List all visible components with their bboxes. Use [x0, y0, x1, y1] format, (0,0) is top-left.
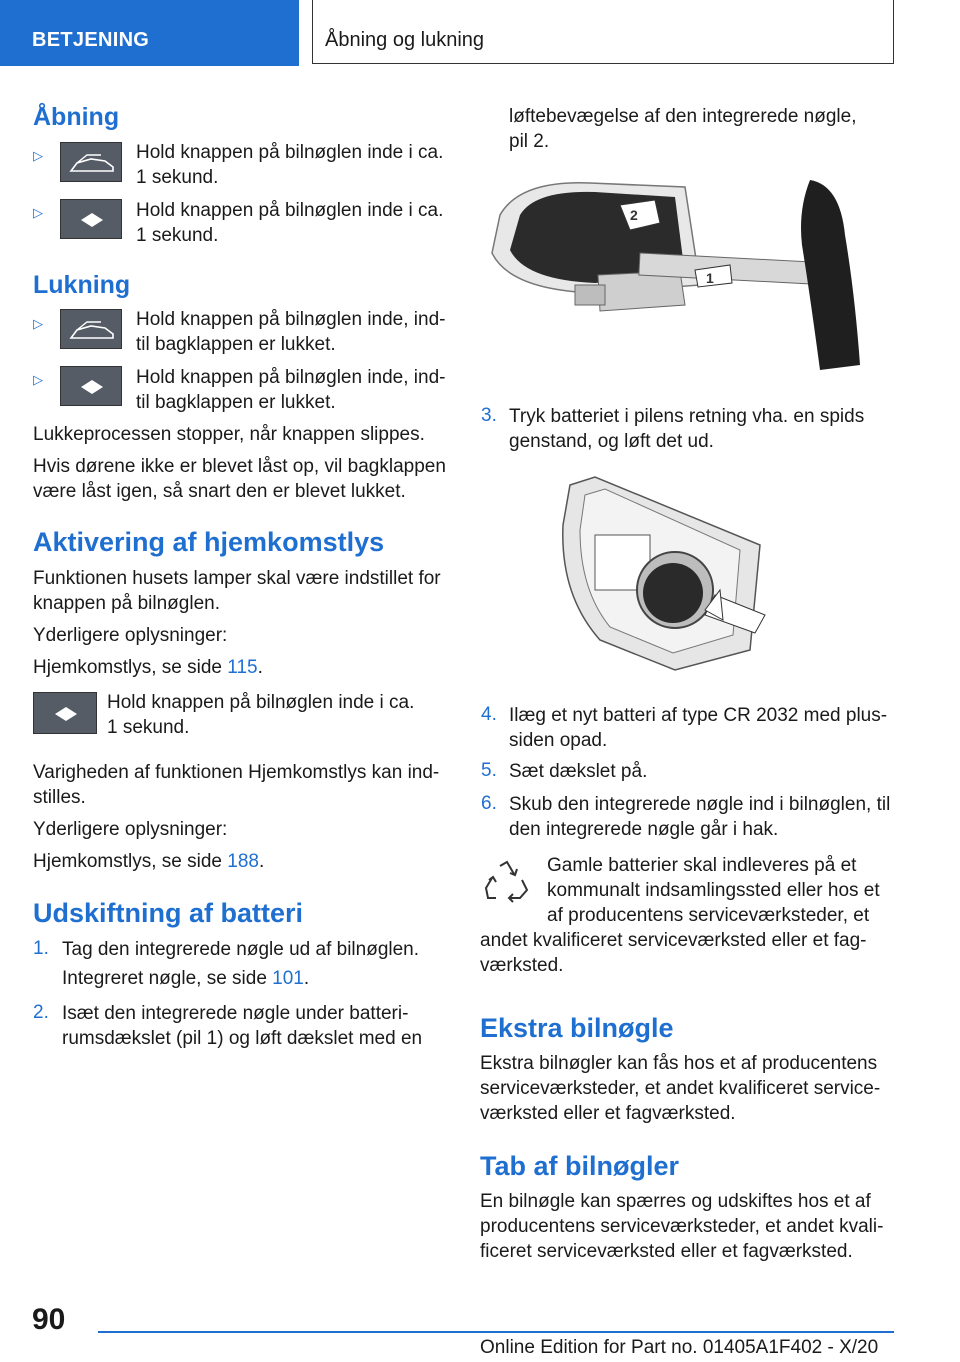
heading-close: Lukning	[33, 271, 131, 299]
extra-line2: serviceværksteder, et andet kvalificeret service-	[480, 1078, 881, 1099]
svg-text:1: 1	[706, 270, 714, 286]
paragraph-release: Lukkeprocessen stopper, når knappen slippes.	[33, 424, 425, 445]
open-item-2-line2: 1 sekund.	[136, 225, 219, 246]
page-number: 90	[32, 1303, 66, 1336]
home-ref-2: Hjemkomstlys, se side 188.	[33, 851, 265, 872]
lost-line1: En bilnøgle kan spærres og udskiftes hos et af	[480, 1191, 871, 1212]
heading-open: Åbning	[33, 103, 120, 131]
step-2-line2: rumsdækslet (pil 1) og løft dækslet med en	[62, 1028, 423, 1049]
step-1-ref-text: Integreret nøgle, se side	[62, 968, 273, 989]
header-section-tab	[0, 0, 299, 66]
step-3-line2: genstand, og løft det ud.	[509, 431, 714, 452]
header-title: Åbning og lukning	[325, 29, 485, 51]
recycle-icon	[482, 858, 532, 908]
heading-battery: Udskiftning af batteri	[33, 898, 304, 928]
step-3-number: 3.	[481, 405, 497, 426]
key-fob-illustration	[480, 175, 880, 375]
bullet-icon: ▷	[33, 205, 43, 220]
battery-compartment-illustration	[555, 475, 785, 675]
step-2-cont-a: løftebevægelse af den integrerede nøgle,	[509, 106, 857, 127]
home-p2-a: Varigheden af funktionen Hjemkomstlys kan ind-	[33, 762, 440, 783]
step-4-line2: siden opad.	[509, 730, 608, 751]
lock-button-icon	[60, 199, 122, 239]
trunk-button-icon	[60, 309, 122, 349]
open-item-1-line2: 1 sekund.	[136, 167, 219, 188]
recycle-line4: andet kvalificeret serviceværksted eller et fag-	[480, 930, 867, 951]
step-2-number: 2.	[33, 1002, 49, 1023]
home-p1-a: Funktionen husets lamper skal være indstillet for	[33, 568, 441, 589]
trunk-button-icon	[60, 142, 122, 182]
heading-extra-key: Ekstra bilnøgle	[480, 1013, 674, 1043]
step-6-line1: Skub den integrerede nøgle ind i bilnøglen, til	[509, 794, 891, 815]
header-title-box	[312, 0, 894, 64]
header-section: BETJENING	[32, 29, 150, 51]
recycle-line2: kommunalt indsamlingssted eller hos et	[547, 880, 880, 901]
heading-home-light: Aktivering af hjemkomstlys	[33, 527, 385, 557]
home-ref-1: Hjemkomstlys, se side 115.	[33, 657, 263, 678]
link-page-101[interactable]: 101	[272, 968, 304, 989]
home-p1-b: knappen på bilnøglen.	[33, 593, 220, 614]
recycle-line5: værksted.	[480, 955, 564, 976]
more-info-label: Yderligere oplysninger:	[33, 819, 228, 840]
step-1-text: Tag den integrerede nøgle ud af bilnøglen.	[62, 939, 420, 960]
heading-lost-keys: Tab af bilnøgler	[480, 1151, 680, 1181]
extra-line3: værksted eller et fagværksted.	[480, 1103, 736, 1124]
footer-edition: Online Edition for Part no. 01405A1F402 - X/20	[480, 1337, 879, 1358]
close-item-1-line1: Hold knappen på bilnøglen inde, ind-	[136, 309, 446, 330]
home-ref-2-text: Hjemkomstlys, se side	[33, 851, 228, 872]
recycle-line3: af producentens serviceværksteder, et	[547, 905, 870, 926]
paragraph-doors-b: være låst igen, så snart den er blevet lukket.	[33, 481, 406, 502]
open-item-1-line1: Hold knappen på bilnøglen inde i ca.	[136, 142, 444, 163]
close-item-1-line2: til bagklappen er lukket.	[136, 334, 336, 355]
link-page-115[interactable]: 115	[227, 657, 258, 678]
step-6-line2: den integrerede nøgle går i hak.	[509, 819, 779, 840]
footer-divider	[98, 1331, 894, 1333]
step-4-number: 4.	[481, 704, 497, 725]
link-page-188[interactable]: 188	[227, 851, 259, 872]
step-5-text: Sæt dækslet på.	[509, 761, 648, 782]
step-2-cont-b: pil 2.	[509, 131, 550, 152]
close-item-2-line1: Hold knappen på bilnøglen inde, ind-	[136, 367, 446, 388]
step-4-line1: Ilæg et nyt batteri af type CR 2032 med plus-	[509, 705, 888, 726]
more-info-label: Yderligere oplysninger:	[33, 625, 228, 646]
lock-button-icon	[60, 366, 122, 406]
paragraph-doors-a: Hvis dørene ikke er blevet låst op, vil bagklappen	[33, 456, 446, 477]
extra-line1: Ekstra bilnøgler kan fås hos et af producentens	[480, 1053, 878, 1074]
bullet-icon: ▷	[33, 372, 43, 387]
svg-text:2: 2	[630, 207, 638, 223]
recycle-line1: Gamle batterier skal indleveres på et	[547, 855, 857, 876]
home-ref-1-text: Hjemkomstlys, se side	[33, 657, 228, 678]
step-3-line1: Tryk batteriet i pilens retning vha. en spids	[509, 406, 865, 427]
step-2-line1: Isæt den integrerede nøgle under batteri-	[62, 1003, 409, 1024]
bullet-icon: ▷	[33, 316, 43, 331]
step-5-number: 5.	[481, 760, 497, 781]
step-1-number: 1.	[33, 938, 49, 959]
home-btn-line2: 1 sekund.	[107, 717, 190, 738]
lock-button-icon	[33, 692, 97, 734]
lost-line2: producentens serviceværksteder, et andet kvali-	[480, 1216, 884, 1237]
close-item-2-line2: til bagklappen er lukket.	[136, 392, 336, 413]
step-1-ref: Integreret nøgle, se side 101.	[62, 968, 310, 989]
bullet-icon: ▷	[33, 148, 43, 163]
lost-line3: ficeret serviceværksted eller et fagværksted.	[480, 1241, 853, 1262]
home-p2-b: stilles.	[33, 787, 86, 808]
step-6-number: 6.	[481, 793, 497, 814]
home-btn-line1: Hold knappen på bilnøglen inde i ca.	[107, 692, 415, 713]
open-item-2-line1: Hold knappen på bilnøglen inde i ca.	[136, 200, 444, 221]
